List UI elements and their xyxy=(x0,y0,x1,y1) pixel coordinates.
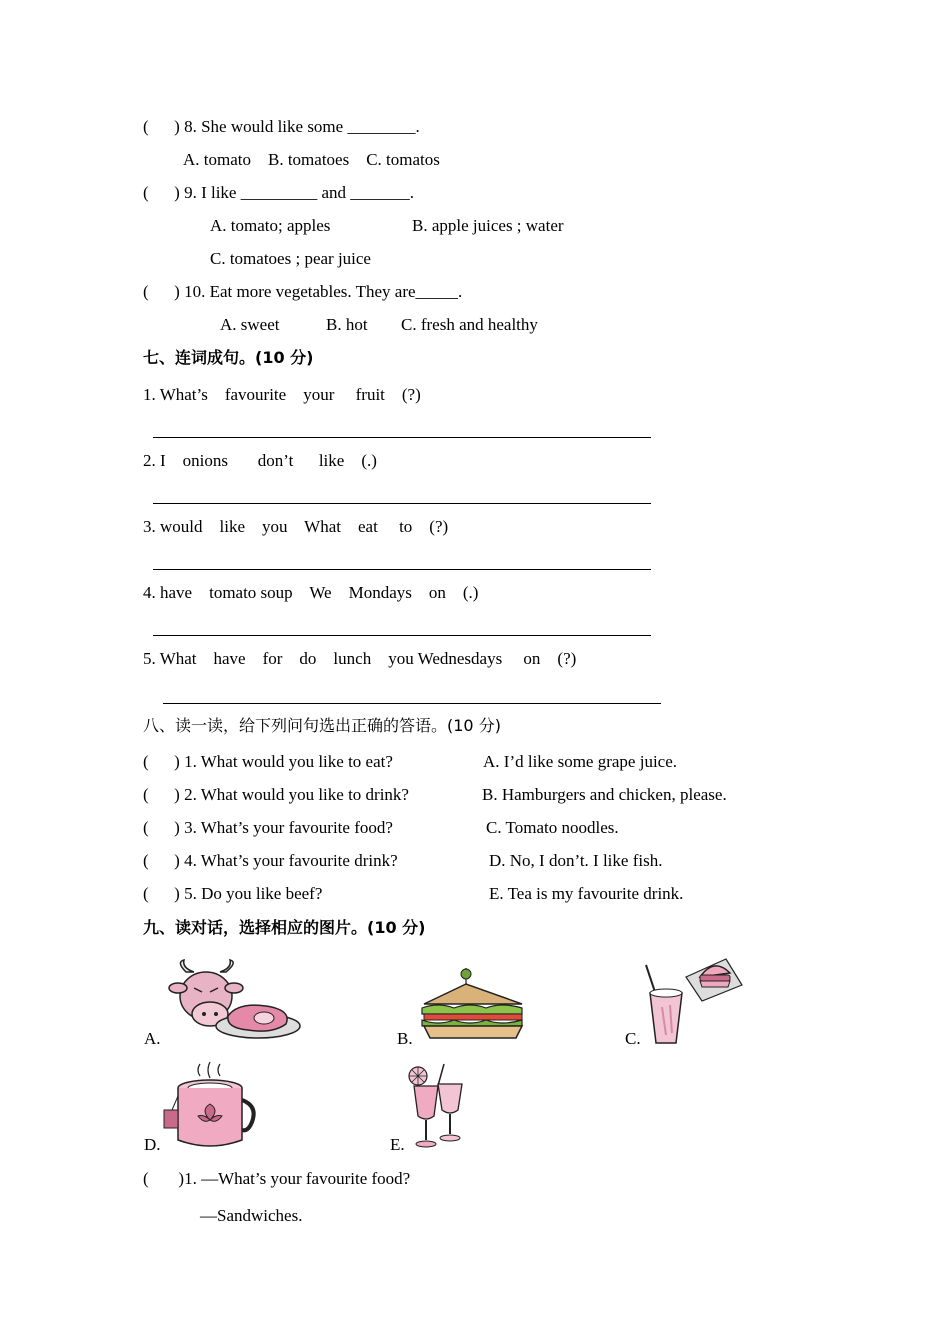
juice-glasses-picture xyxy=(404,1060,468,1152)
burger-drink-picture xyxy=(644,955,744,1047)
match-answer-a: A. I’d like some grape juice. xyxy=(483,752,678,771)
q10-option-b: B. hot xyxy=(326,315,368,334)
sandwich-picture xyxy=(418,966,526,1044)
answer-line-5[interactable] xyxy=(163,703,661,704)
section8-heading: 八、读一读，给下列问句选出正确的答语。(10 分) xyxy=(143,716,501,735)
picture-label-c: C. xyxy=(625,1029,641,1048)
answer-line-3[interactable] xyxy=(153,569,651,570)
sentence-item-3: 3. would like you What eat to (?) xyxy=(143,517,449,536)
section7-heading: 七、连词成句。(10 分) xyxy=(143,348,314,367)
dialogue-answer-1: —Sandwiches. xyxy=(200,1206,303,1225)
match-answer-d: D. No, I don’t. I like fish. xyxy=(489,851,663,870)
dialogue-question-1: ( )1. —What’s your favourite food? xyxy=(143,1169,411,1188)
match-question-1: ( ) 1. What would you like to eat? xyxy=(143,752,393,771)
match-question-5: ( ) 5. Do you like beef? xyxy=(143,884,323,903)
q9-option-a: A. tomato; apples xyxy=(210,216,331,235)
match-answer-c: C. Tomato noodles. xyxy=(486,818,619,837)
answer-line-2[interactable] xyxy=(153,503,651,504)
picture-label-d: D. xyxy=(144,1135,161,1154)
sentence-item-1: 1. What’s favourite your fruit (?) xyxy=(143,385,421,404)
match-question-2: ( ) 2. What would you like to drink? xyxy=(143,785,409,804)
picture-label-e: E. xyxy=(390,1135,405,1154)
sentence-item-5: 5. What have for do lunch you Wednesdays on (?) xyxy=(143,649,577,668)
section9-heading: 九、读对话，选择相应的图片。(10 分) xyxy=(143,918,426,937)
beef-cow-picture xyxy=(168,958,303,1044)
q10-option-a: A. sweet xyxy=(220,315,280,334)
sentence-item-4: 4. have tomato soup We Mondays on (.) xyxy=(143,583,479,602)
tea-cup-picture xyxy=(160,1060,258,1152)
picture-label-a: A. xyxy=(144,1029,161,1048)
q8-stem: ( ) 8. She would like some ________. xyxy=(143,117,420,136)
match-question-4: ( ) 4. What’s your favourite drink? xyxy=(143,851,398,870)
answer-line-4[interactable] xyxy=(153,635,651,636)
match-answer-e: E. Tea is my favourite drink. xyxy=(489,884,684,903)
match-question-3: ( ) 3. What’s your favourite food? xyxy=(143,818,393,837)
q9-stem: ( ) 9. I like _________ and _______. xyxy=(143,183,415,202)
q10-stem: ( ) 10. Eat more vegetables. They are_____. xyxy=(143,282,463,301)
q9-option-b: B. apple juices ; water xyxy=(412,216,564,235)
q8-options: A. tomato B. tomatoes C. tomatos xyxy=(183,150,440,169)
picture-label-b: B. xyxy=(397,1029,413,1048)
sentence-item-2: 2. I onions don’t like (.) xyxy=(143,451,377,470)
q9-option-c: C. tomatoes ; pear juice xyxy=(210,249,371,268)
q10-option-c: C. fresh and healthy xyxy=(401,315,538,334)
answer-line-1[interactable] xyxy=(153,437,651,438)
match-answer-b: B. Hamburgers and chicken, please. xyxy=(482,785,727,804)
